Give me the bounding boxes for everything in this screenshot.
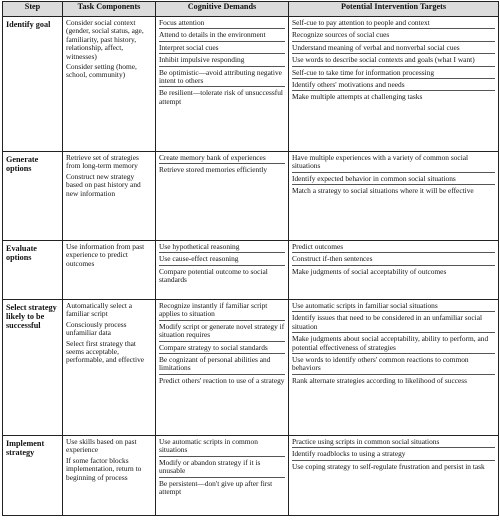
- table-row: [3, 241, 499, 300]
- cognitive-demand-item: Use cause-effect reasoning: [159, 253, 285, 265]
- intervention-target-item: Practice using scripts in common social situations: [292, 436, 495, 448]
- cognitive-demand-item: Retrieve stored memories efficiently: [159, 165, 268, 175]
- task-component-item: Consider social context (gender, social status, age, familiarity, past history, relationship, affect, witnesses): [66, 18, 144, 61]
- cognitive-demand-item: Attend to details in the environment: [159, 29, 285, 41]
- intervention-target-item: Rank alternate strategies according to likelihood of success: [292, 375, 468, 385]
- task-component-item: Use information from past experience to predict outcomes: [66, 242, 145, 268]
- targets-cell: [289, 436, 499, 516]
- intervention-target-item: Construct if-then sentences: [292, 253, 495, 265]
- task-cell: [63, 241, 156, 300]
- intervention-target-item: Understand meaning of verbal and nonverbal social cues: [292, 42, 495, 54]
- header-step: Step: [3, 2, 63, 17]
- header-cognitive-demands: Cognitive Demands: [156, 2, 289, 17]
- task-component-item: Consider setting (home, school, community): [66, 62, 137, 80]
- intervention-target-item: Match a strategy to social situations where it will be effective: [292, 186, 474, 196]
- cognitive-demand-item: Be optimistic—avoid attributing negative intent to others: [159, 67, 285, 88]
- table-header: [3, 2, 499, 17]
- task-component-item: Retrieve set of strategies from long-term memory: [66, 153, 139, 171]
- cognitive-cell: [156, 436, 289, 516]
- header-task-components: Task Components: [63, 2, 156, 17]
- intervention-target-item: Identify others' motivations and needs: [292, 79, 495, 91]
- intervention-target-item: Self-cue to pay attention to people and context: [292, 17, 495, 29]
- cognitive-demand-item: Predict others' reaction to use of a strategy: [159, 375, 285, 385]
- intervention-target-item: Predict outcomes: [292, 241, 495, 253]
- cognitive-demand-item: Inhibit impulsive responding: [159, 54, 285, 66]
- step-cell: Generate options: [3, 152, 63, 241]
- intervention-target-item: Use words to identify others' common reactions to common behaviors: [292, 354, 495, 375]
- table-row: [3, 300, 499, 436]
- targets-cell: [289, 300, 499, 436]
- task-component-item: Construct new strategy based on past history and new information: [66, 171, 141, 198]
- table-body: [3, 17, 499, 516]
- task-component-item: Use skills based on past experience: [66, 437, 137, 455]
- table-row: [3, 17, 499, 152]
- task-component-item: Automatically select a familiar script: [66, 301, 133, 319]
- cognitive-demand-item: Be resilient—tolerate risk of unsuccessful attempt: [159, 88, 283, 106]
- targets-cell: [289, 152, 499, 241]
- table-row: [3, 436, 499, 516]
- step-cell: Implement strategy: [3, 436, 63, 516]
- intervention-target-item: Identify roadblocks to using a strategy: [292, 448, 495, 460]
- intervention-target-item: Identify issues that need to be considered in an unfamiliar social situation: [292, 312, 495, 333]
- task-component-item: If some factor blocks implementation, return to beginning of process: [66, 455, 142, 482]
- step-cell: Evaluate options: [3, 241, 63, 300]
- step-cell: Select strategy likely to be successful: [3, 300, 63, 436]
- task-cell: [63, 436, 156, 516]
- intervention-target-item: Make multiple attempts at challenging tasks: [292, 92, 423, 102]
- intervention-target-item: Make judgments of social acceptability of outcomes: [292, 266, 447, 276]
- table-row: [3, 152, 499, 241]
- step-cell: Identify goal: [3, 17, 63, 152]
- cognitive-cell: [156, 152, 289, 241]
- intervention-target-item: Use words to describe social contexts and goals (what I want): [292, 54, 495, 66]
- cognitive-demand-item: Modify or abandon strategy if it is unusable: [159, 457, 285, 478]
- header-row: [3, 2, 499, 17]
- social-problem-solving-table: [2, 1, 499, 516]
- task-component-item: Select first strategy that seems acceptable, performable, and effective: [66, 338, 145, 365]
- cognitive-demand-item: Be persistent—don't give up after first attempt: [159, 478, 273, 497]
- targets-cell: [289, 17, 499, 152]
- targets-cell: [289, 241, 499, 300]
- intervention-target-item: Use automatic scripts in familiar social situations: [292, 300, 495, 312]
- cognitive-demand-item: Recognize instantly if familiar script applies to situation: [159, 300, 285, 321]
- task-cell: [63, 300, 156, 436]
- intervention-target-item: Identify expected behavior in common social situations: [292, 173, 495, 185]
- cognitive-demand-item: Focus attention: [159, 17, 285, 29]
- intervention-target-item: Self-cue to take time for information processing: [292, 67, 495, 79]
- intervention-target-item: Make judgments about social acceptability, ability to perform, and potential effectiveness of strategies: [292, 333, 495, 354]
- intervention-target-item: Recognize sources of social cues: [292, 29, 495, 41]
- task-cell: [63, 17, 156, 152]
- cognitive-demand-item: Create memory bank of experiences: [159, 152, 285, 164]
- task-component-item: Consciously process unfamiliar data: [66, 319, 127, 338]
- cognitive-demand-item: Use hypothetical reasoning: [159, 241, 285, 253]
- cognitive-demand-item: Be cognizant of personal abilities and limitations: [159, 354, 285, 375]
- cognitive-demand-item: Interpret social cues: [159, 42, 285, 54]
- cognitive-demand-item: Modify script or generate novel strategy if situation requires: [159, 321, 285, 342]
- cognitive-cell: [156, 241, 289, 300]
- cognitive-demand-item: Use automatic scripts in common situations: [159, 436, 285, 457]
- cognitive-demand-item: Compare potential outcome to social standards: [159, 266, 268, 285]
- task-cell: [63, 152, 156, 241]
- intervention-target-item: Use coping strategy to self-regulate frustration and persist in task: [292, 461, 485, 471]
- cognitive-cell: [156, 300, 289, 436]
- cognitive-demand-item: Compare strategy to social standards: [159, 342, 285, 354]
- header-intervention-targets: Potential Intervention Targets: [289, 2, 499, 17]
- intervention-target-item: Have multiple experiences with a variety of common social situations: [292, 152, 495, 173]
- cognitive-cell: [156, 17, 289, 152]
